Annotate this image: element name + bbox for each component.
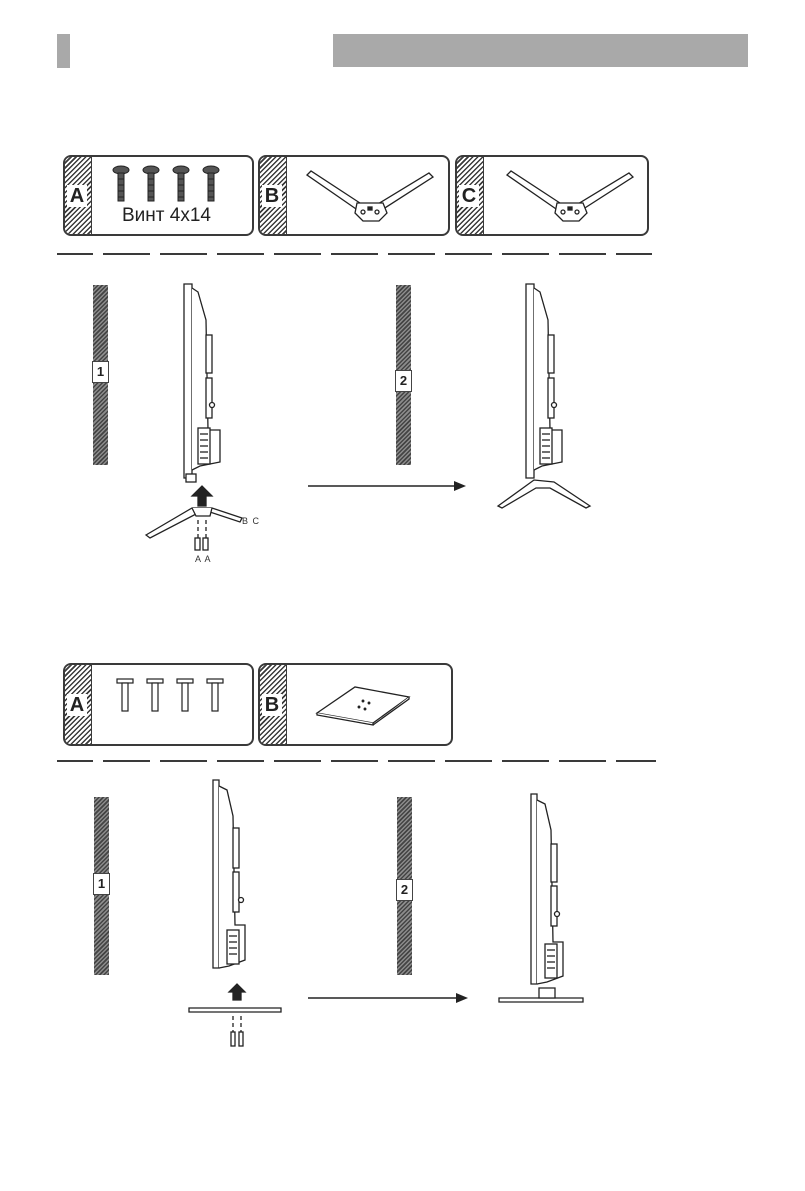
header-left-bar [57, 34, 70, 68]
screw-caption: Винт 4x14 [122, 205, 211, 226]
step-bar-1 [93, 285, 108, 465]
part-letter: A [67, 185, 87, 207]
step-number: 1 [93, 873, 110, 895]
part-box-b [258, 663, 453, 746]
stand-callout: B C [242, 516, 261, 526]
v-stand-icon [305, 169, 435, 229]
step-bar-2 [396, 285, 411, 465]
part-hatch [65, 665, 92, 744]
step-number: 2 [396, 879, 413, 901]
part-box-c [455, 155, 649, 236]
arrow-right-icon [308, 990, 470, 1006]
tv-assembled-icon [490, 280, 610, 520]
tv-side-view-icon [140, 280, 280, 580]
part-letter: A [67, 694, 87, 716]
step-bar-1 [94, 797, 109, 975]
tv-side-view-icon [185, 780, 285, 1050]
part-letter: B [262, 694, 282, 716]
screw-icon [105, 165, 225, 207]
part-box-a [63, 155, 254, 236]
step-bar-2 [397, 797, 412, 975]
part-box-a [63, 663, 254, 746]
v-stand-icon [505, 169, 635, 229]
step-number: 2 [395, 370, 412, 392]
header-right-bar [333, 34, 748, 67]
screw-callout: A A [195, 554, 212, 564]
step-number: 1 [92, 361, 109, 383]
arrow-right-icon [308, 478, 468, 494]
part-hatch [260, 665, 287, 744]
flat-base-icon [315, 683, 415, 729]
tv-assembled-icon [495, 792, 595, 1012]
part-hatch [457, 157, 484, 234]
part-hatch [65, 157, 92, 234]
part-hatch [260, 157, 287, 234]
part-letter: C [459, 185, 479, 207]
screw-icon [109, 679, 229, 719]
part-letter: B [262, 185, 282, 207]
part-box-b [258, 155, 450, 236]
